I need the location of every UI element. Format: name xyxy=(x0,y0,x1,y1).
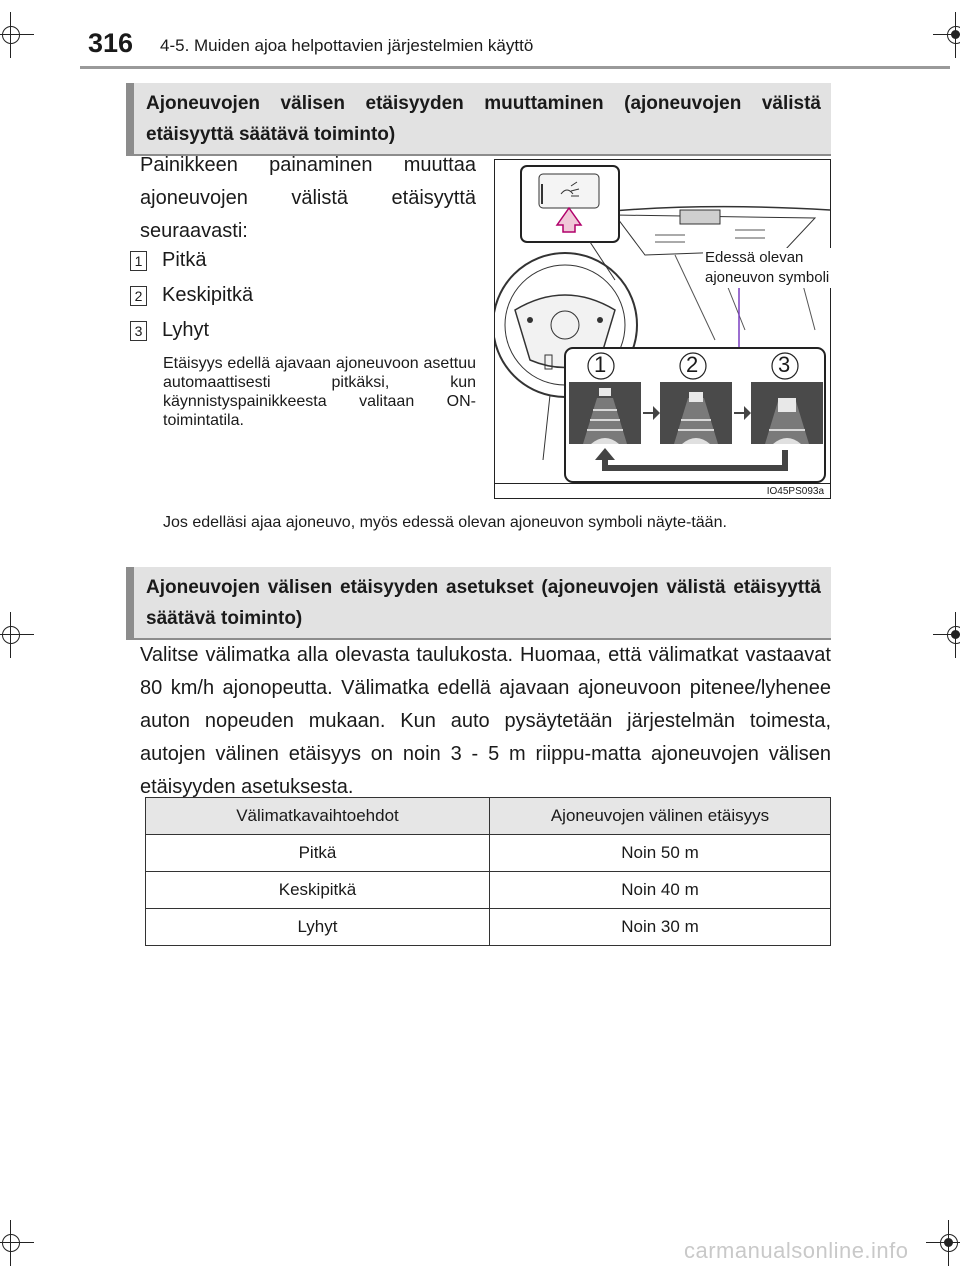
step-badge: 3 xyxy=(130,321,147,341)
table-row xyxy=(146,835,831,872)
figure-caption-rule xyxy=(495,483,830,484)
distance-option-list xyxy=(130,243,253,348)
page-number: 316 xyxy=(88,28,134,58)
intro-text: Painikkeen painaminen muuttaa ajoneuvojen välistä etäisyyttä seuraavasti: xyxy=(140,154,476,242)
list-item xyxy=(130,278,253,313)
table-header-row xyxy=(146,798,831,835)
table-cell: Noin 30 m xyxy=(490,909,831,946)
running-head: 4-5. Muiden ajoa helpottavien järjestelmien käyttö xyxy=(160,36,534,55)
table-row xyxy=(146,909,831,946)
header-rule xyxy=(80,66,950,69)
list-item-label: Pitkä xyxy=(162,249,207,271)
table-cell: Pitkä xyxy=(146,835,490,872)
section-heading-change-distance: Ajoneuvojen välisen etäisyyden muuttaminen (ajoneuvojen välistä etäisyyttä säätävä toiminto) xyxy=(126,83,831,156)
table-cell: Lyhyt xyxy=(146,909,490,946)
list-item-label: Keskipitkä xyxy=(162,284,254,306)
figure-distance-button xyxy=(494,159,831,499)
step-badge: 2 xyxy=(130,286,147,306)
crop-mark-top-left xyxy=(0,24,22,46)
watermark: carmanualsonline.info xyxy=(684,1238,909,1263)
settings-body-text: Valitse välimatka alla olevasta taulukosta. Huomaa, että välimatkat vastaavat 80 km/h ajonopeutta. Välimatka edellä ajavaan ajoneuvoon pitenee/lyhenee auton nopeuden mukaan. Kun auto pysäytetään järjestelmän toimesta, autojen välinen etäisyys on noin 3 - 5 m riippu-matta ajoneuvojen välisen etäisyyden asetuksesta. xyxy=(140,644,831,798)
display-long-icon xyxy=(569,382,641,444)
display-short-icon xyxy=(751,382,823,444)
column-header: Ajoneuvojen välinen etäisyys xyxy=(490,798,831,835)
step-badge: 1 xyxy=(130,251,147,271)
table-cell: Noin 40 m xyxy=(490,872,831,909)
table-cell: Noin 50 m xyxy=(490,835,831,872)
list-item-label: Lyhyt xyxy=(162,319,210,341)
crop-mark-bottom-left xyxy=(0,1232,22,1254)
front-vehicle-symbol-callout: Edessä olevan ajoneuvon symboli xyxy=(705,249,830,286)
dashboard-illustration xyxy=(495,160,830,498)
column-header: Välimatkavaihtoehdot xyxy=(146,798,490,835)
crop-mark-bottom-right xyxy=(938,1232,960,1254)
section-heading-distance-settings: Ajoneuvojen välisen etäisyyden asetukset (ajoneuvojen välistä etäisyyttä säätävä toiminto) xyxy=(126,567,831,640)
crop-mark-mid-left xyxy=(0,624,22,646)
figure-step-label: 1 xyxy=(594,352,607,377)
distance-settings-table xyxy=(145,797,831,946)
front-vehicle-symbol-note: Jos edelläsi ajaa ajoneuvo, myös edessä olevan ajoneuvon symboli näyte-tään. xyxy=(163,514,727,531)
display-medium-icon xyxy=(660,382,732,444)
crop-mark-top-right xyxy=(945,24,960,46)
figure-step-label: 2 xyxy=(686,352,699,377)
table-cell: Keskipitkä xyxy=(146,872,490,909)
list-item xyxy=(130,243,253,278)
figure-step-label: 3 xyxy=(778,352,791,377)
default-distance-note: Etäisyys edellä ajavaan ajoneuvoon asettuu automaattisesti pitkäksi, kun käynnistyspainikkeesta valitaan ON-toimintatila. xyxy=(163,355,476,429)
list-item xyxy=(130,313,253,348)
figure-code: IO45PS093a xyxy=(766,486,824,497)
crop-mark-mid-right xyxy=(945,624,960,646)
table-row xyxy=(146,872,831,909)
